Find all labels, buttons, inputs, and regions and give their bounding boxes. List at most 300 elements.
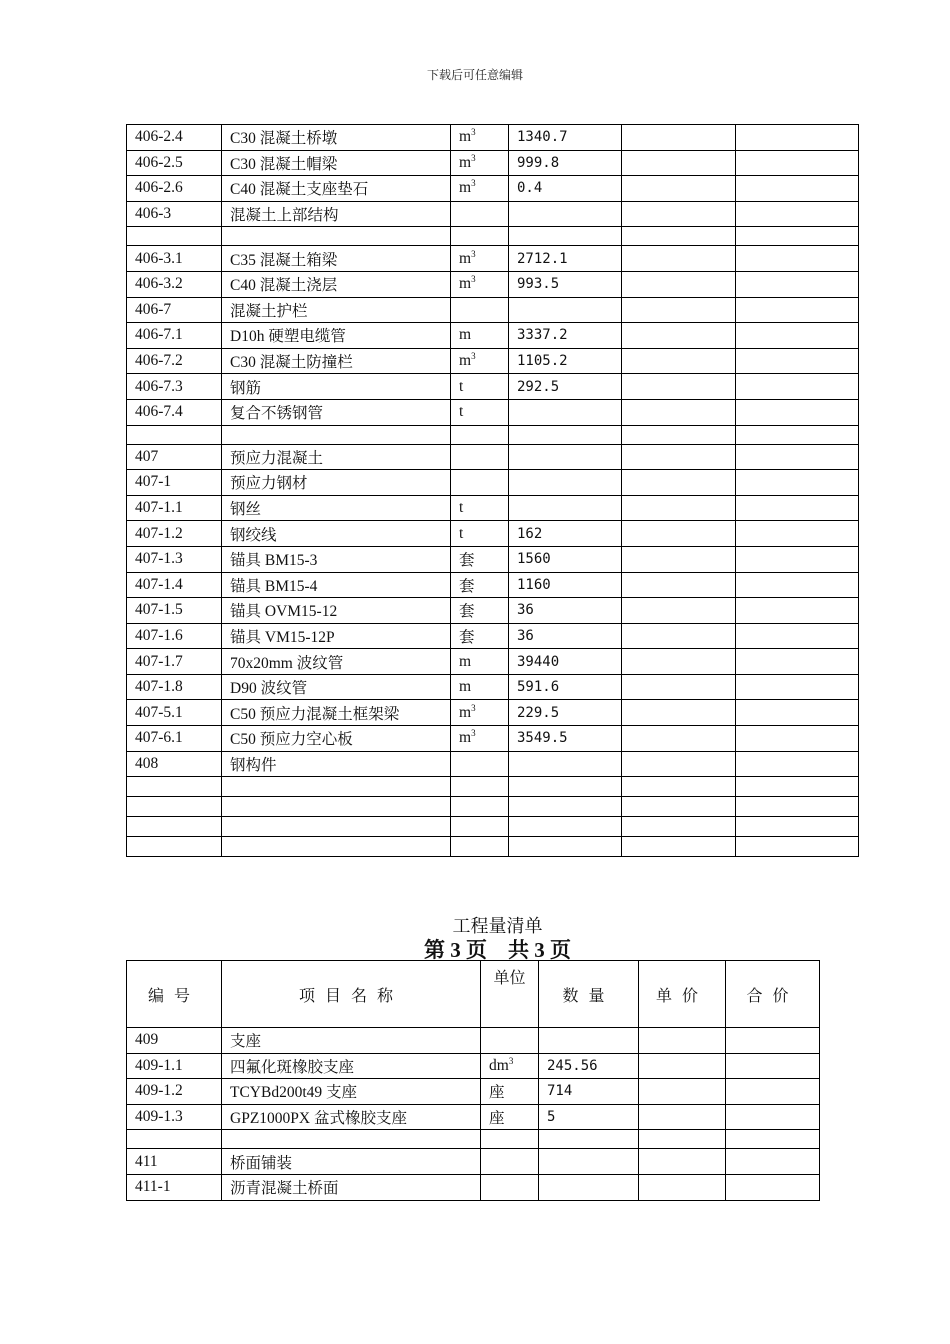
- quantity-cell: [509, 837, 622, 857]
- unit-exponent: 3: [471, 152, 476, 163]
- total-price-cell: [736, 297, 859, 323]
- code-cell: 407-1.5: [127, 598, 222, 624]
- unit-cell: [451, 777, 509, 797]
- quantity-cell: [509, 817, 622, 837]
- table-row: [127, 700, 859, 726]
- unit-cell: [481, 1104, 539, 1130]
- unit-cell: [451, 572, 509, 598]
- name-cell: GPZ1000PX 盆式橡胶支座: [222, 1104, 481, 1130]
- table-row: [127, 271, 859, 297]
- name-cell: 70x20mm 波纹管: [222, 649, 451, 675]
- table-row: [127, 1174, 820, 1200]
- unit-price-cell: [639, 1079, 726, 1105]
- code-cell: 408: [127, 751, 222, 777]
- name-cell: 桥面铺装: [222, 1149, 481, 1175]
- total-price-cell: [736, 444, 859, 470]
- total-price-cell: [736, 546, 859, 572]
- header-name: 项目名称: [222, 961, 481, 1028]
- name-cell: 四氟化斑橡胶支座: [222, 1053, 481, 1079]
- total-price-cell: [726, 1028, 820, 1054]
- name-cell: [222, 425, 451, 444]
- quantity-cell: [539, 1149, 639, 1175]
- header-total-price: 合价: [726, 961, 820, 1028]
- quantity-cell: 714: [539, 1079, 639, 1105]
- unit-price-cell: [622, 201, 736, 227]
- unit-cell: [451, 201, 509, 227]
- unit-text: m: [459, 275, 472, 293]
- unit-exponent: 3: [471, 274, 476, 285]
- unit-cell: [451, 323, 509, 349]
- unit-price-cell: [622, 470, 736, 496]
- code-cell: 407-1.7: [127, 649, 222, 675]
- unit-exponent: 3: [471, 702, 476, 713]
- unit-text: m: [459, 326, 472, 344]
- name-cell: 钢绞线: [222, 521, 451, 547]
- table-row: [127, 297, 859, 323]
- code-cell: [127, 777, 222, 797]
- code-cell: 407-6.1: [127, 726, 222, 752]
- unit-cell: [451, 297, 509, 323]
- name-cell: 锚具 BM15-4: [222, 572, 451, 598]
- code-cell: [127, 797, 222, 817]
- name-cell: C40 混凝土支座垫石: [222, 176, 451, 202]
- unit-cell: [481, 1174, 539, 1200]
- code-cell: 406-7.2: [127, 348, 222, 374]
- total-price-cell: [736, 125, 859, 151]
- quantity-cell: 3337.2: [509, 323, 622, 349]
- total-price-cell: [736, 348, 859, 374]
- table-row: [127, 1028, 820, 1054]
- unit-price-cell: [622, 246, 736, 272]
- quantity-cell: 36: [509, 598, 622, 624]
- name-cell: TCYBd200t49 支座: [222, 1079, 481, 1105]
- unit-cell: [481, 1079, 539, 1105]
- total-price-cell: [736, 271, 859, 297]
- name-cell: 混凝土护栏: [222, 297, 451, 323]
- unit-exponent: 3: [471, 127, 476, 138]
- unit-price-cell: [622, 348, 736, 374]
- code-cell: 406-3.1: [127, 246, 222, 272]
- unit-text: 座: [489, 1084, 505, 1102]
- name-cell: C50 预应力空心板: [222, 726, 451, 752]
- unit-text: m: [459, 729, 472, 747]
- unit-cell: [481, 1028, 539, 1054]
- unit-cell: [451, 227, 509, 246]
- unit-text: m: [459, 352, 472, 370]
- unit-price-cell: [622, 797, 736, 817]
- code-cell: 406-7.3: [127, 374, 222, 400]
- unit-price-cell: [622, 399, 736, 425]
- unit-text: m: [459, 652, 472, 670]
- table-row: [127, 323, 859, 349]
- name-cell: [222, 1130, 481, 1149]
- name-cell: 钢筋: [222, 374, 451, 400]
- unit-cell: [451, 700, 509, 726]
- unit-cell: [451, 726, 509, 752]
- unit-price-cell: [622, 125, 736, 151]
- total-price-cell: [726, 1149, 820, 1175]
- name-cell: C35 混凝土箱梁: [222, 246, 451, 272]
- unit-price-cell: [639, 1104, 726, 1130]
- name-cell: [222, 817, 451, 837]
- quantity-cell: 5: [539, 1104, 639, 1130]
- code-cell: 407-1.6: [127, 623, 222, 649]
- code-cell: 406-7.4: [127, 399, 222, 425]
- unit-cell: [451, 150, 509, 176]
- code-cell: 406-2.6: [127, 176, 222, 202]
- unit-price-cell: [622, 598, 736, 624]
- unit-cell: [451, 674, 509, 700]
- unit-exponent: 3: [471, 178, 476, 189]
- code-cell: 409-1.2: [127, 1079, 222, 1105]
- table-row: [127, 674, 859, 700]
- code-cell: 407-1.3: [127, 546, 222, 572]
- unit-cell: [451, 176, 509, 202]
- unit-cell: [451, 125, 509, 151]
- total-price-cell: [736, 470, 859, 496]
- table-row: [127, 817, 859, 837]
- unit-cell: [451, 751, 509, 777]
- quantity-cell: [509, 201, 622, 227]
- name-cell: 锚具 OVM15-12: [222, 598, 451, 624]
- code-cell: 407-1.1: [127, 495, 222, 521]
- table-header-row: [127, 961, 820, 1028]
- table-row: [127, 246, 859, 272]
- table-row: [127, 546, 859, 572]
- name-cell: 混凝土上部结构: [222, 201, 451, 227]
- quantity-cell: [509, 777, 622, 797]
- table-row: [127, 399, 859, 425]
- table-row: [127, 1104, 820, 1130]
- quantity-cell: [509, 227, 622, 246]
- code-cell: [127, 1130, 222, 1149]
- table-row: [127, 495, 859, 521]
- name-cell: D10h 硬塑电缆管: [222, 323, 451, 349]
- table-row: [127, 374, 859, 400]
- table-row: [127, 837, 859, 857]
- quantity-cell: [509, 399, 622, 425]
- quantity-table-2: [126, 960, 820, 1201]
- quantity-cell: 1560: [509, 546, 622, 572]
- total-price-cell: [736, 176, 859, 202]
- total-price-cell: [736, 598, 859, 624]
- quantity-cell: 229.5: [509, 700, 622, 726]
- code-cell: 407-1.8: [127, 674, 222, 700]
- unit-price-cell: [622, 323, 736, 349]
- code-cell: 407-1: [127, 470, 222, 496]
- name-cell: C30 混凝土帽梁: [222, 150, 451, 176]
- unit-text: m: [459, 179, 472, 197]
- unit-cell: [481, 1053, 539, 1079]
- unit-price-cell: [639, 1174, 726, 1200]
- unit-text: 套: [459, 603, 475, 621]
- unit-price-cell: [622, 623, 736, 649]
- unit-price-cell: [622, 425, 736, 444]
- unit-cell: [451, 598, 509, 624]
- name-cell: [222, 777, 451, 797]
- total-price-cell: [726, 1174, 820, 1200]
- header-quantity: 数量: [539, 961, 639, 1028]
- unit-text: m: [459, 128, 472, 146]
- unit-cell: [451, 399, 509, 425]
- quantity-table-1: [126, 124, 859, 857]
- unit-price-cell: [622, 777, 736, 797]
- unit-cell: [481, 1130, 539, 1149]
- unit-text: 套: [459, 628, 475, 646]
- unit-price-cell: [622, 495, 736, 521]
- unit-text: m: [459, 249, 472, 267]
- unit-cell: [451, 623, 509, 649]
- table-row: [127, 649, 859, 675]
- code-cell: 409-1.1: [127, 1053, 222, 1079]
- unit-text: 座: [489, 1110, 505, 1128]
- unit-price-cell: [622, 176, 736, 202]
- unit-text: t: [459, 377, 464, 395]
- unit-cell: [451, 649, 509, 675]
- code-cell: 411-1: [127, 1174, 222, 1200]
- code-cell: 409-1.3: [127, 1104, 222, 1130]
- name-cell: D90 波纹管: [222, 674, 451, 700]
- total-price-cell: [736, 425, 859, 444]
- quantity-cell: [509, 797, 622, 817]
- name-cell: 锚具 VM15-12P: [222, 623, 451, 649]
- table-row: [127, 1053, 820, 1079]
- unit-text: m: [459, 678, 472, 696]
- total-price-cell: [736, 495, 859, 521]
- total-price-cell: [736, 623, 859, 649]
- code-cell: 406-2.5: [127, 150, 222, 176]
- unit-price-cell: [622, 649, 736, 675]
- unit-text: t: [459, 524, 464, 542]
- quantity-cell: 245.56: [539, 1053, 639, 1079]
- quantity-cell: 36: [509, 623, 622, 649]
- unit-price-cell: [622, 751, 736, 777]
- table-row: [127, 348, 859, 374]
- name-cell: 支座: [222, 1028, 481, 1054]
- table-row: [127, 521, 859, 547]
- unit-price-cell: [622, 817, 736, 837]
- header-unit: 单位: [481, 961, 539, 1028]
- unit-text: 套: [459, 552, 475, 570]
- name-cell: 沥青混凝土桥面: [222, 1174, 481, 1200]
- quantity-cell: 1340.7: [509, 125, 622, 151]
- bill-title: 工程量清单: [452, 916, 543, 936]
- name-cell: 钢丝: [222, 495, 451, 521]
- unit-price-cell: [622, 271, 736, 297]
- table-row: [127, 176, 859, 202]
- code-cell: 411: [127, 1149, 222, 1175]
- unit-exponent: 3: [508, 1055, 514, 1066]
- unit-cell: [451, 246, 509, 272]
- code-cell: 406-3.2: [127, 271, 222, 297]
- unit-cell: [451, 495, 509, 521]
- code-cell: [127, 425, 222, 444]
- total-price-cell: [736, 649, 859, 675]
- unit-price-cell: [622, 521, 736, 547]
- quantity-cell: 0.4: [509, 176, 622, 202]
- page-indicator: 第 3 页 共 3 页: [424, 938, 571, 962]
- quantity-cell: 1105.2: [509, 348, 622, 374]
- unit-text: t: [459, 403, 464, 421]
- table-row: [127, 751, 859, 777]
- total-price-cell: [726, 1104, 820, 1130]
- table-row: [127, 777, 859, 797]
- unit-price-cell: [622, 572, 736, 598]
- total-price-cell: [736, 399, 859, 425]
- name-cell: 钢构件: [222, 751, 451, 777]
- unit-cell: [451, 348, 509, 374]
- unit-price-cell: [639, 1149, 726, 1175]
- table-row: [127, 444, 859, 470]
- quantity-cell: 39440: [509, 649, 622, 675]
- total-price-cell: [736, 817, 859, 837]
- name-cell: 锚具 BM15-3: [222, 546, 451, 572]
- unit-cell: [451, 837, 509, 857]
- code-cell: 406-7: [127, 297, 222, 323]
- unit-price-cell: [622, 297, 736, 323]
- quantity-cell: [509, 297, 622, 323]
- unit-exponent: 3: [471, 728, 476, 739]
- table-row: [127, 1079, 820, 1105]
- code-cell: 407-5.1: [127, 700, 222, 726]
- unit-cell: [451, 521, 509, 547]
- code-cell: [127, 227, 222, 246]
- code-cell: 406-3: [127, 201, 222, 227]
- table-row: [127, 598, 859, 624]
- quantity-cell: [539, 1028, 639, 1054]
- quantity-cell: [509, 425, 622, 444]
- total-price-cell: [736, 201, 859, 227]
- table-row: [127, 1149, 820, 1175]
- quantity-cell: 292.5: [509, 374, 622, 400]
- table-row: [127, 125, 859, 151]
- unit-text: t: [459, 499, 464, 517]
- unit-cell: [451, 817, 509, 837]
- name-cell: C30 混凝土桥墩: [222, 125, 451, 151]
- unit-text: dm: [489, 1056, 509, 1074]
- unit-price-cell: [622, 227, 736, 246]
- table-row: [127, 150, 859, 176]
- unit-price-cell: [639, 1028, 726, 1054]
- code-cell: 406-7.1: [127, 323, 222, 349]
- code-cell: [127, 837, 222, 857]
- unit-price-cell: [622, 546, 736, 572]
- unit-price-cell: [639, 1130, 726, 1149]
- table-row: [127, 623, 859, 649]
- table-row: [127, 1130, 820, 1149]
- code-cell: 407: [127, 444, 222, 470]
- quantity-cell: [509, 444, 622, 470]
- unit-price-cell: [622, 837, 736, 857]
- code-cell: 407-1.4: [127, 572, 222, 598]
- unit-price-cell: [622, 674, 736, 700]
- unit-exponent: 3: [471, 350, 476, 361]
- total-price-cell: [736, 521, 859, 547]
- total-price-cell: [736, 227, 859, 246]
- unit-price-cell: [622, 700, 736, 726]
- header-unit-price: 单价: [639, 961, 726, 1028]
- name-cell: [222, 227, 451, 246]
- table-row: [127, 726, 859, 752]
- unit-cell: [481, 1149, 539, 1175]
- header-note: 下载后可任意编辑: [426, 68, 523, 82]
- unit-price-cell: [622, 150, 736, 176]
- table-row: [127, 797, 859, 817]
- total-price-cell: [736, 751, 859, 777]
- name-cell: 预应力混凝土: [222, 444, 451, 470]
- name-cell: C40 混凝土浇层: [222, 271, 451, 297]
- total-price-cell: [736, 777, 859, 797]
- name-cell: [222, 797, 451, 817]
- quantity-cell: [509, 495, 622, 521]
- unit-exponent: 3: [471, 248, 476, 259]
- quantity-cell: 999.8: [509, 150, 622, 176]
- total-price-cell: [736, 150, 859, 176]
- total-price-cell: [726, 1079, 820, 1105]
- quantity-cell: [509, 470, 622, 496]
- header-code: 编号: [127, 961, 222, 1028]
- unit-cell: [451, 425, 509, 444]
- table-row: [127, 572, 859, 598]
- unit-price-cell: [622, 444, 736, 470]
- name-cell: [222, 837, 451, 857]
- unit-text: m: [459, 703, 472, 721]
- quantity-cell: [509, 751, 622, 777]
- table-row: [127, 425, 859, 444]
- quantity-cell: 2712.1: [509, 246, 622, 272]
- total-price-cell: [736, 572, 859, 598]
- table-row: [127, 227, 859, 246]
- code-cell: 406-2.4: [127, 125, 222, 151]
- total-price-cell: [726, 1130, 820, 1149]
- table-row: [127, 201, 859, 227]
- unit-text: 套: [459, 577, 475, 595]
- total-price-cell: [726, 1053, 820, 1079]
- quantity-cell: [539, 1130, 639, 1149]
- total-price-cell: [736, 674, 859, 700]
- name-cell: C50 预应力混凝土框架梁: [222, 700, 451, 726]
- name-cell: 复合不锈钢管: [222, 399, 451, 425]
- name-cell: C30 混凝土防撞栏: [222, 348, 451, 374]
- quantity-cell: 591.6: [509, 674, 622, 700]
- unit-price-cell: [639, 1053, 726, 1079]
- total-price-cell: [736, 246, 859, 272]
- total-price-cell: [736, 797, 859, 817]
- table-row: [127, 470, 859, 496]
- unit-text: m: [459, 153, 472, 171]
- code-cell: [127, 817, 222, 837]
- unit-cell: [451, 271, 509, 297]
- quantity-cell: 993.5: [509, 271, 622, 297]
- unit-cell: [451, 374, 509, 400]
- unit-price-cell: [622, 726, 736, 752]
- total-price-cell: [736, 700, 859, 726]
- unit-cell: [451, 797, 509, 817]
- name-cell: 预应力钢材: [222, 470, 451, 496]
- unit-cell: [451, 444, 509, 470]
- total-price-cell: [736, 323, 859, 349]
- unit-cell: [451, 470, 509, 496]
- quantity-cell: 1160: [509, 572, 622, 598]
- total-price-cell: [736, 726, 859, 752]
- total-price-cell: [736, 837, 859, 857]
- code-cell: 409: [127, 1028, 222, 1054]
- unit-cell: [451, 546, 509, 572]
- total-price-cell: [736, 374, 859, 400]
- quantity-cell: 3549.5: [509, 726, 622, 752]
- code-cell: 407-1.2: [127, 521, 222, 547]
- unit-price-cell: [622, 374, 736, 400]
